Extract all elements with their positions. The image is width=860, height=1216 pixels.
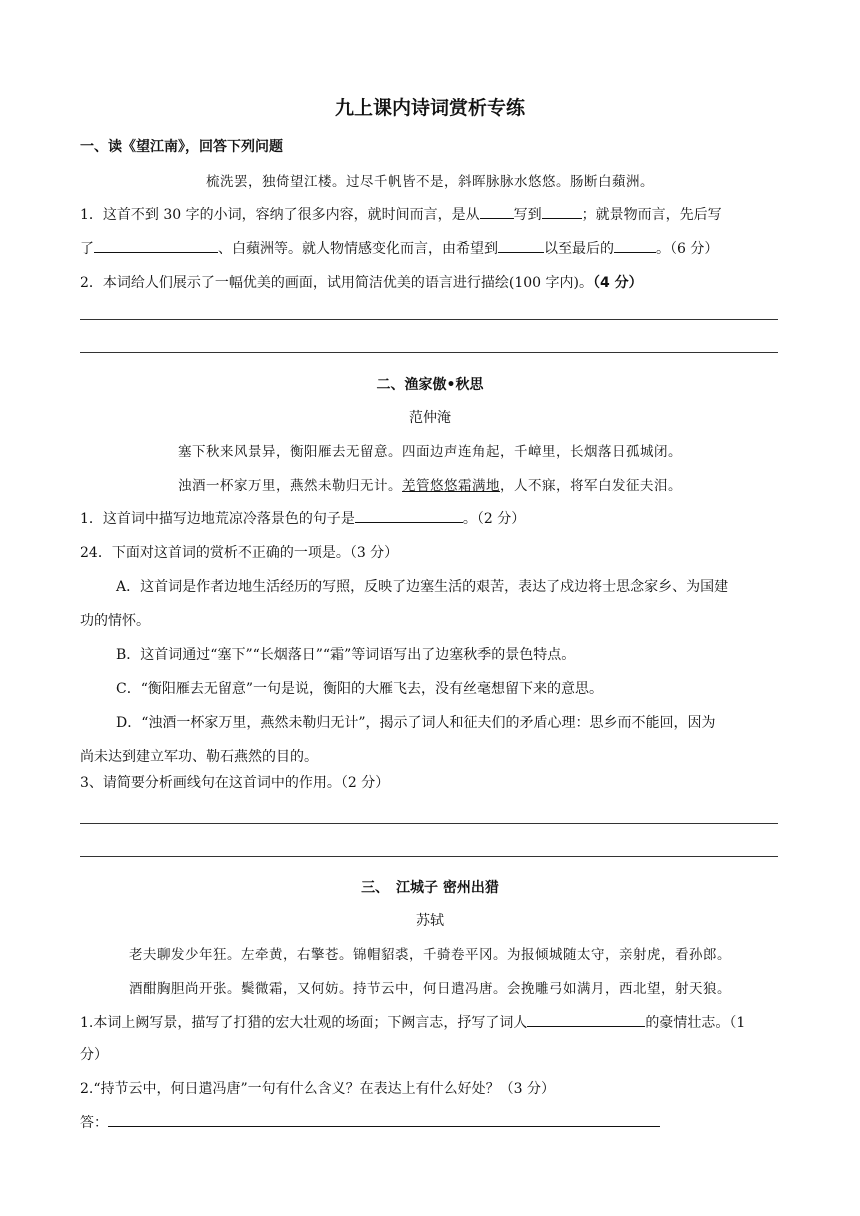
s2-question-3: 3、请简要分析画线句在这首词中的作用。（2 分） bbox=[80, 775, 390, 791]
s1-q1-text-e: 、白蘋洲等。就人物情感变化而言，由希望到 bbox=[218, 241, 498, 257]
s3-question-1-line-1 bbox=[80, 1012, 745, 1032]
option-a-line-2: 功的情怀。 bbox=[80, 613, 150, 629]
s1-q2-text: 2．本词给人们展示了一幅优美的画面，试用简洁优美的语言进行描绘(100 字内)。 bbox=[80, 275, 594, 291]
answer-label: 答： bbox=[80, 1115, 108, 1131]
section-3-poem-line-2: 酒酣胸胆尚开张。鬓微霜，又何妨。持节云中，何日遣冯唐。会挽雕弓如满月，西北望，射天狼。 bbox=[129, 981, 731, 997]
section-3-poem-line-1: 老夫聊发少年狂。左牵黄，右擎苍。锦帽貂裘，千骑卷平冈。为报倾城随太守，亲射虎，看孙郎。 bbox=[129, 947, 731, 963]
s1-q1-text-b: 写到 bbox=[513, 207, 542, 223]
section-1-heading: 一、读《望江南》，回答下列问题 bbox=[80, 139, 283, 155]
answer-row bbox=[80, 1112, 660, 1132]
answer-blank[interactable] bbox=[355, 508, 463, 523]
section-2-heading: 二、渔家傲•秋思 bbox=[376, 377, 484, 393]
option-d-line-1: D．“浊酒一杯家万里，燕然未勒归无计”，揭示了词人和征夫们的矛盾心理：思乡而不能回，因为 bbox=[116, 715, 716, 731]
s1-q1-text-a: 1．这首不到 30 字的小词，容纳了很多内容，就时间而言，是从 bbox=[80, 207, 480, 223]
section-3-heading: 三、 江城子 密州出猎 bbox=[361, 880, 499, 896]
s3-question-1-line-2: 分） bbox=[80, 1047, 108, 1063]
section-1-poem: 梳洗罢，独倚望江楼。过尽千帆皆不是，斜晖脉脉水悠悠。肠断白蘋洲。 bbox=[206, 174, 654, 190]
s2-question-1 bbox=[80, 508, 525, 528]
answer-blank[interactable] bbox=[94, 238, 218, 253]
option-a-line-1: A．这首词是作者边地生活经历的写照，反映了边塞生活的艰苦，表达了戍边将士思念家乡、为国建 bbox=[116, 579, 729, 595]
s1-q1-text-g: 。（6 分） bbox=[656, 241, 719, 257]
poem-line-2-part-a: 浊酒一杯家万里，燕然未勒归无计。 bbox=[178, 478, 402, 494]
answer-blank[interactable] bbox=[498, 238, 544, 253]
answer-blank[interactable] bbox=[614, 238, 656, 253]
s1-q1-text-d: 了 bbox=[80, 241, 94, 257]
section-3-author: 苏轼 bbox=[416, 913, 444, 929]
answer-line[interactable] bbox=[80, 352, 778, 353]
s3-q1-text-b: 的豪情壮志。（1 bbox=[645, 1015, 746, 1031]
s3-q1-text-a: 1.本词上阙写景，描写了打猎的宏大壮观的场面；下阙言志，抒写了词人 bbox=[80, 1015, 528, 1031]
option-c: C．“衡阳雁去无留意”一句是说，衡阳的大雁飞去，没有丝毫想留下来的意思。 bbox=[116, 681, 604, 697]
page-title: 九上课内诗词赏析专练 bbox=[334, 97, 525, 119]
s2-q1-text-a: 1．这首词中描写边地荒凉冷落景色的句子是 bbox=[80, 511, 355, 527]
poem-line-2-part-c: ，人不寐，将军白发征夫泪。 bbox=[500, 478, 682, 494]
answer-line[interactable] bbox=[80, 856, 778, 857]
s2-question-24: 24．下面对这首词的赏析不正确的一项是。（3 分） bbox=[80, 545, 399, 561]
answer-line[interactable] bbox=[80, 823, 778, 824]
option-d-line-2: 尚未达到建立军功、勒石燕然的目的。 bbox=[80, 749, 318, 765]
answer-blank[interactable] bbox=[527, 1012, 645, 1027]
underlined-line: 羌管悠悠霜满地 bbox=[402, 478, 500, 494]
s2-q1-text-b: 。（2 分） bbox=[462, 511, 526, 527]
s1-q2-score: （4 分） bbox=[593, 275, 643, 291]
answer-blank[interactable] bbox=[480, 204, 514, 219]
s1-question-2 bbox=[80, 272, 643, 292]
section-2-poem-line-1: 塞下秋来风景异，衡阳雁去无留意。四面边声连角起，千嶂里，长烟落日孤城闭。 bbox=[178, 444, 682, 460]
answer-blank[interactable] bbox=[542, 204, 582, 219]
section-2-author: 范仲淹 bbox=[409, 410, 451, 426]
answer-line[interactable] bbox=[80, 319, 778, 320]
option-b: B．这首词通过“塞下”“长烟落日”“霜”等词语写出了边塞秋季的景色特点。 bbox=[116, 647, 576, 663]
s1-q1-text-f: 以至最后的 bbox=[544, 241, 614, 257]
s1-question-1-line-2 bbox=[80, 238, 718, 258]
answer-line[interactable] bbox=[108, 1112, 660, 1127]
s1-question-1-line-1 bbox=[80, 204, 722, 224]
s1-q1-text-c: ；就景物而言，先后写 bbox=[581, 207, 722, 223]
section-2-poem-line-2 bbox=[0, 474, 860, 494]
s3-question-2: 2.“持节云中，何日遣冯唐”一句有什么含义？在表达上有什么好处？（3 分） bbox=[80, 1081, 556, 1097]
